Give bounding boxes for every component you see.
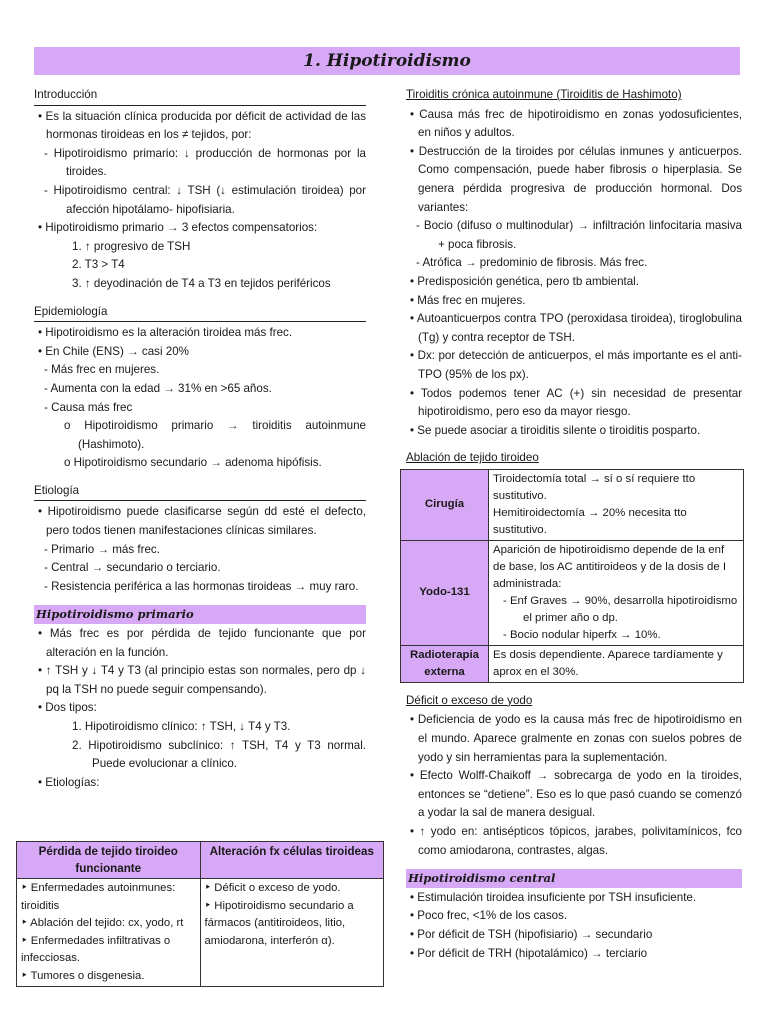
list-item: • Todos podemos tener AC (+) sin necesidad de presentar hipotiroidismo, pero eso da mayor riesgo. <box>410 386 742 419</box>
list-item: - Hipotiroidismo central: ↓ TSH (↓ estimulación tiroidea) por afección hipotálamo- hipofisiaria. <box>44 183 366 216</box>
list-item: - Resistencia periférica a las hormonas tiroideas → muy raro. <box>44 579 359 593</box>
table-cell-line: Hemitiroidectomía → 20% necesita tto sustitutivo. <box>493 506 687 536</box>
table-cell-line: ‣ Ablación del tejido: cx, yodo, rt <box>21 917 184 929</box>
section-heading-epidemiologia: Epidemiología <box>34 303 366 323</box>
table-cell-line: Aparición de hipotiroidismo depende de la enf de base, los AC antitiroideos y de la dosis de I administrada: <box>493 543 727 590</box>
list-item: • ↑ yodo en: antisépticos tópicos, jarabes, polivitamínicos, fco como amiodarona, contrastes, algas. <box>410 825 742 857</box>
table-cell <box>489 469 744 540</box>
list-item: • Estimulación tiroidea insuficiente por TSH insuficiente. <box>410 890 697 904</box>
list-item: • Dx: por detección de anticuerpos, el más importante es el anti-TPO (95% de los px). <box>410 349 742 381</box>
list-item: - Central → secundario o terciario. <box>44 561 221 575</box>
table-cell <box>17 879 201 987</box>
list-item: 2. Hipotiroidismo subclínico: ↑ TSH, T4 y T3 normal. Puede evolucionar a clínico. <box>72 738 366 771</box>
table-cell-line: ‣ Enfermedades infiltrativas o infecciosas. <box>21 934 171 964</box>
list-item: - Más frec en mujeres. <box>44 363 160 377</box>
list-item: • En Chile (ENS) → casi 20% <box>38 344 189 358</box>
list-item: • Por déficit de TRH (hipotalámico) → terciario <box>410 946 648 960</box>
table-cell-line: - Enf Graves → 90%, desarrolla hipotiroidismo el primer año o dp. <box>503 594 738 624</box>
list-item: • Etiologías: <box>38 775 100 789</box>
list-item: • Autoanticuerpos contra TPO (peroxidasa tiroidea), tiroglobulina (Tg) y contra receptor de TSH. <box>410 312 742 344</box>
section-heading-introduccion: Introducción <box>34 86 366 106</box>
table-cell <box>489 540 744 645</box>
section-heading-deficit-yodo: Déficit o exceso de yodo <box>406 693 533 707</box>
section-heading-hipotiroidismo-primario: Hipotiroidismo primario <box>34 605 366 624</box>
ablacion-table <box>400 469 744 683</box>
table-cell-line: Tiroidectomía total → sí o sí requiere tto sustitutivo. <box>493 472 696 502</box>
list-item: 2. T3 > T4 <box>72 258 125 272</box>
table-cell-line: ‣ Enfermedades autoinmunes: tiroiditis <box>21 882 176 912</box>
right-column <box>406 86 742 963</box>
table-row-label: Radioterapia externa <box>401 645 489 682</box>
list-item: • Destrucción de la tiroides por células inmunes y anticuerpos. Como compensación, puede haber fibrosis o hiperplasia. Se genera pérdida progresiva de producción hormonal. Dos variantes: <box>410 144 742 214</box>
list-item: - Primario → más frec. <box>44 542 160 556</box>
section-heading-etiologia: Etiología <box>34 482 366 502</box>
table-header: Pérdida de tejido tiroideo funcionante <box>17 842 201 879</box>
list-item: • Hipotiroidismo primario → 3 efectos compensatorios: <box>38 221 318 235</box>
list-item: • Efecto Wolff-Chaikoff → sobrecarga de yodo en la tiroides, entonces se “detiene”. Eso es lo que pasó cuando se comenzó a yodar la sal de manera desigual. <box>410 769 742 820</box>
section-heading-ablacion: Ablación de tejido tiroideo <box>406 451 539 465</box>
list-item: o Hipotiroidismo secundario → adenoma hipófisis. <box>64 456 322 470</box>
table-row-label: Cirugía <box>401 469 489 540</box>
list-item: • Más frec es por pérdida de tejido funcionante que por alteración en la función. <box>38 627 366 659</box>
list-item: • Se puede asociar a tiroiditis silente o tiroiditis posparto. <box>410 423 701 437</box>
list-item: • Por déficit de TSH (hipofisiario) → secundario <box>410 928 653 941</box>
table-cell-line: - Bocio nodular hiperfx → 10%. <box>503 628 661 641</box>
etiologias-table <box>16 841 384 987</box>
list-item: • Causa más frec de hipotiroidismo en zonas yodosuficientes, en niños y adultos. <box>410 107 742 140</box>
list-item: 1. Hipotiroidismo clínico: ↑ TSH, ↓ T4 y T3. <box>72 720 291 733</box>
page-title: 1. Hipotiroidismo <box>34 47 740 75</box>
list-item: o Hipotiroidismo primario → tiroiditis autoinmune (Hashimoto). <box>64 419 366 451</box>
section-heading-hashimoto: Tiroiditis crónica autoinmune (Tiroiditis de Hashimoto) <box>406 88 682 101</box>
table-cell-line: ‣ Tumores o disgenesia. <box>21 969 145 982</box>
list-item: - Atrófica → predominio de fibrosis. Más frec. <box>416 256 648 270</box>
list-item: 1. ↑ progresivo de TSH <box>72 239 191 253</box>
list-item: - Hipotiroidismo primario: ↓ producción de hormonas por la tiroides. <box>44 146 366 179</box>
list-item: - Bocio (difuso o multinodular) → infiltración linfocitaria masiva + poca fibrosis. <box>416 219 742 251</box>
table-row-label: Yodo-131 <box>401 540 489 645</box>
list-item: - Causa más frec <box>44 400 133 414</box>
table-cell-line: ‣ Déficit o exceso de yodo. <box>204 882 341 894</box>
table-cell <box>200 879 384 987</box>
list-item: • Es la situación clínica producida por déficit de actividad de las hormonas tiroideas en los ≠ tejidos, por: <box>38 109 366 142</box>
list-item: • Dos tipos: <box>38 701 97 715</box>
section-heading-hipotiroidismo-central: Hipotiroidismo central <box>406 869 742 888</box>
table-cell <box>489 645 744 682</box>
list-item: • Poco frec, <1% de los casos. <box>410 909 568 923</box>
list-item: • Hipotiroidismo es la alteración tiroidea más frec. <box>38 326 293 340</box>
list-item: • Predisposición genética, pero tb ambiental. <box>410 274 639 288</box>
left-column <box>34 86 366 792</box>
list-item: • ↑ TSH y ↓ T4 y T3 (al principio estas son normales, pero dp ↓ pq la TSH no puede seguir compensando). <box>38 664 366 696</box>
table-cell-line: ‣ Hipotiroidismo secundario a fármacos (antitiroideos, litio, amiodarona, interferón α). <box>204 899 354 947</box>
list-item: - Aumenta con la edad → 31% en >65 años. <box>44 381 272 395</box>
list-item: • Hipotiroidismo puede clasificarse según dd esté el defecto, pero todos tienen manifestaciones clínicas similares. <box>38 505 366 538</box>
list-item: 3. ↑ deyodinación de T4 a T3 en tejidos periféricos <box>72 276 331 290</box>
table-header: Alteración fx células tiroideas <box>200 842 384 879</box>
list-item: • Más frec en mujeres. <box>410 293 526 307</box>
list-item: • Deficiencia de yodo es la causa más frec de hipotiroidismo en el mundo. Aparece gralmente en zonas con suelos pobres de yodo y sin herramientas para la suplementación. <box>410 713 742 764</box>
table-cell-line: Es dosis dependiente. Aparece tardíamente y aprox en el 30%. <box>493 648 723 678</box>
